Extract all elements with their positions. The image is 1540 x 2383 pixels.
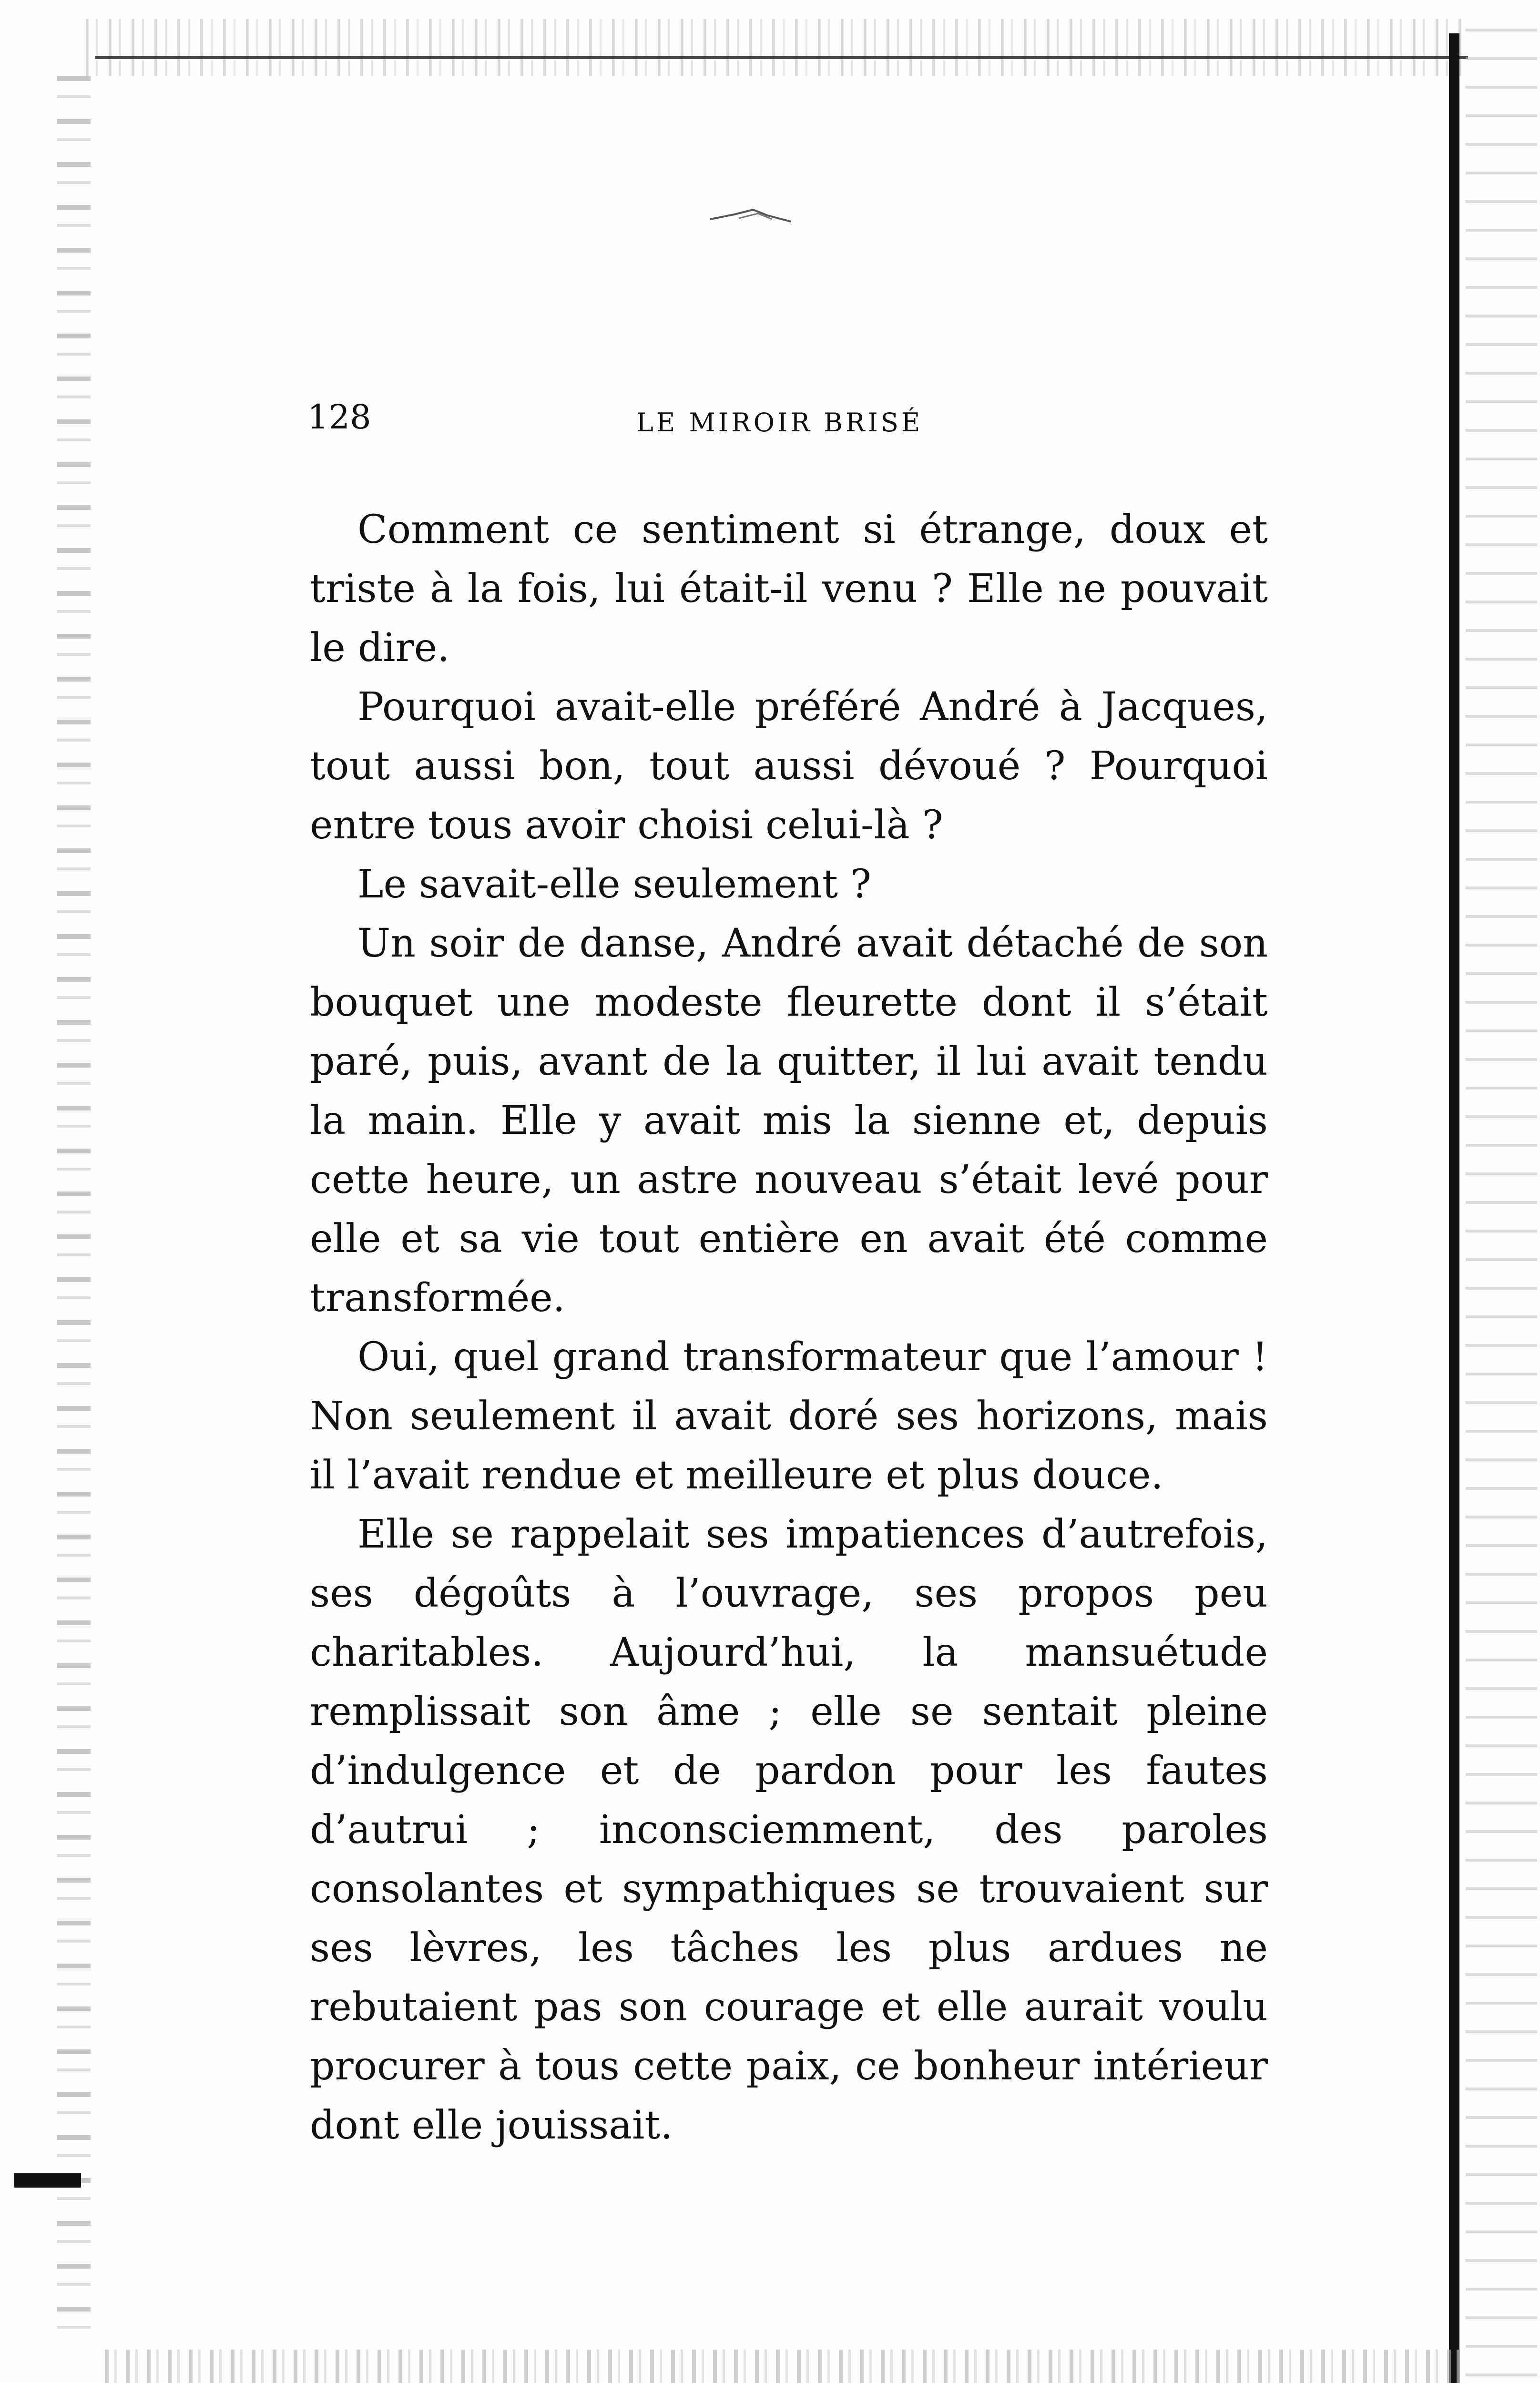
printer-ornament	[705, 205, 801, 229]
running-title: LE MIROIR BRISÉ	[636, 407, 923, 438]
scan-noise-bottom	[105, 2350, 1463, 2383]
paragraph: Elle se rappelait ses impatiences d’autrefois, ses dégoûts à l’ouvrage, ses propos peu charitables. Aujourd’hui, la mansuétude remplissait son âme ; elle se sentait pleine d’indulgence et de pardon pour les fautes d’autrui ; inconsciemment, des paroles consolantes et sympathiques se trouvaient sur ses lèvres, les tâches les plus ardues ne rebutaient pas son courage et elle aurait voulu procurer à tous cette paix, ce bonheur intérieur dont elle jouissait.	[310, 1512, 1268, 2148]
page-number: 128	[307, 397, 371, 437]
page-right-edge	[1449, 33, 1459, 2383]
scan-top-edge	[95, 56, 1468, 59]
paragraph: Pourquoi avait-elle préféré André à Jacques, tout aussi bon, tout aussi dévoué ? Pourquoi entre tous avoir choisi celui-là ?	[310, 684, 1268, 848]
body-text	[310, 500, 1268, 2155]
paragraph: Un soir de danse, André avait détaché de son bouquet une modeste fleurette dont il s’était paré, puis, avant de la quitter, il lui avait tendu la main. Elle y avait mis la sienne et, depuis cette heure, un astre nouveau s’était levé pour elle et sa vie tout entière en avait été comme transformée.	[310, 921, 1268, 1321]
paragraph: Comment ce sentiment si étrange, doux et triste à la fois, lui était-il venu ? Elle ne pouvait le dire.	[310, 507, 1268, 671]
paragraph: Le savait-elle seulement ?	[357, 862, 871, 907]
scan-noise-left	[57, 76, 91, 2340]
scan-noise-top	[86, 19, 1468, 76]
paragraph: Oui, quel grand transformateur que l’amour ! Non seulement il avait doré ses horizons, mais il l’avait rendue et meilleure et plus douce.	[310, 1334, 1268, 1498]
binding-clip-mark	[14, 2173, 81, 2188]
scan-noise-right	[1466, 29, 1537, 2383]
